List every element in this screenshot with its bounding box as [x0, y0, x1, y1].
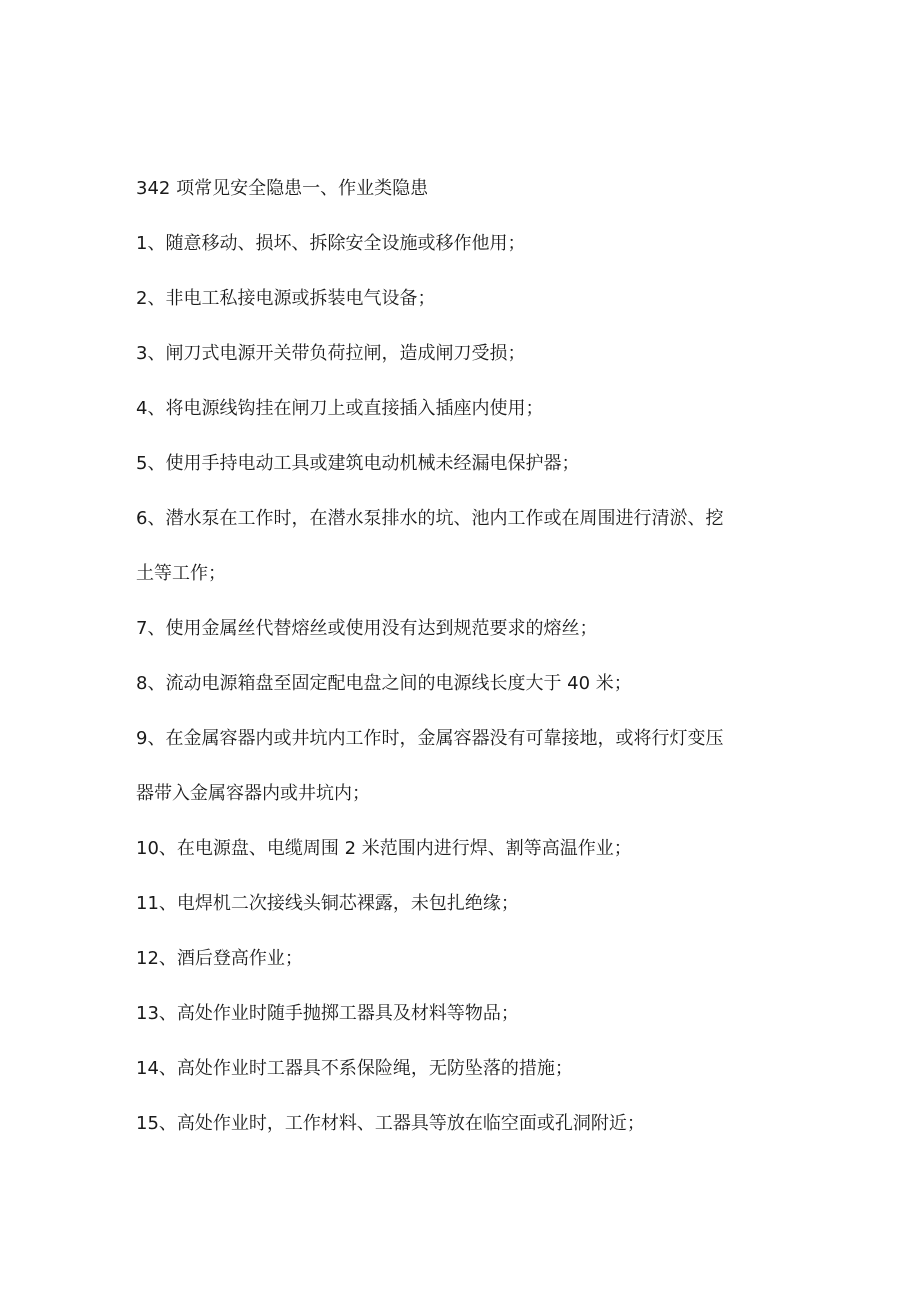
hazard-item-8: 8、流动电源箱盘至固定配电盘之间的电源线长度大于 40 米； — [136, 673, 632, 694]
hazard-item-3: 3、闸刀式电源开关带负荷拉闸，造成闸刀受损； — [136, 343, 526, 364]
hazard-item-15: 15、高处作业时，工作材料、工器具等放在临空面或孔洞附近； — [136, 1113, 645, 1134]
hazard-item-5: 5、使用手持电动工具或建筑电动机械未经漏电保护器； — [136, 453, 580, 474]
hazard-item-9-line-2: 器带入金属容器内或井坑内； — [136, 783, 370, 804]
hazard-item-9-line-1: 9、在金属容器内或井坑内工作时，金属容器没有可靠接地，或将行灯变压 — [136, 728, 724, 749]
document-body — [136, 170, 776, 1160]
hazard-item-14: 14、高处作业时工器具不系保险绳，无防坠落的措施； — [136, 1058, 573, 1079]
document-title: 342 项常见安全隐患一、作业类隐患 — [136, 178, 429, 199]
hazard-item-6-line-2: 土等工作； — [136, 563, 226, 584]
hazard-item-13: 13、高处作业时随手抛掷工器具及材料等物品； — [136, 1003, 519, 1024]
hazard-item-4: 4、将电源线钩挂在闸刀上或直接插入插座内使用； — [136, 398, 544, 419]
hazard-item-6-line-1: 6、潜水泵在工作时，在潜水泵排水的坑、池内工作或在周围进行清淤、挖 — [136, 508, 724, 529]
hazard-item-7: 7、使用金属丝代替熔丝或使用没有达到规范要求的熔丝； — [136, 618, 598, 639]
hazard-item-10: 10、在电源盘、电缆周围 2 米范围内进行焊、割等高温作业； — [136, 838, 632, 859]
hazard-item-2: 2、非电工私接电源或拆装电气设备； — [136, 288, 436, 309]
hazard-item-12: 12、酒后登高作业； — [136, 948, 303, 969]
hazard-item-1: 1、随意移动、损坏、拆除安全设施或移作他用； — [136, 233, 526, 254]
hazard-item-11: 11、电焊机二次接线头铜芯裸露，未包扎绝缘； — [136, 893, 519, 914]
